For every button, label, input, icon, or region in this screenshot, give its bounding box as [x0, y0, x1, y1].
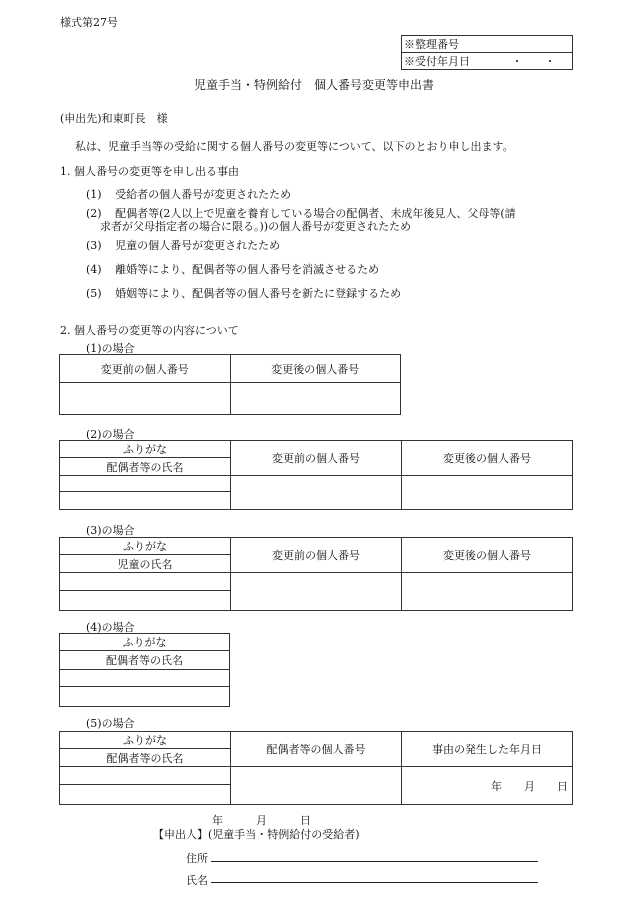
after-number-header: 変更後の個人番号	[402, 441, 573, 476]
reason-number: (2)	[86, 207, 102, 220]
name-header: 配偶者等の氏名	[60, 651, 230, 670]
before-number-header: 変更前の個人番号	[231, 441, 402, 476]
furigana-header: ふりがな	[60, 441, 231, 458]
before-number-input[interactable]	[231, 573, 402, 611]
reason-item-4	[86, 261, 379, 277]
after-number-input[interactable]	[402, 573, 573, 611]
event-date-input[interactable]	[402, 767, 573, 805]
case4-table	[59, 633, 230, 707]
reference-number-label: ※整理番号	[402, 36, 573, 53]
reason-number: (5)	[86, 287, 102, 300]
furigana-input[interactable]	[60, 670, 230, 687]
received-date-field[interactable]	[402, 53, 573, 70]
application-date[interactable]: 年 月 日	[212, 814, 311, 827]
case3-label: (3)の場合	[86, 524, 135, 537]
before-number-input[interactable]	[231, 476, 402, 510]
before-number-header: 変更前の個人番号	[231, 538, 402, 573]
address-label: 住所	[186, 852, 208, 865]
case5-table	[59, 731, 573, 805]
after-number-input[interactable]	[230, 383, 401, 415]
received-date-dots: ・ ・	[511, 55, 556, 68]
case2-table	[59, 440, 573, 510]
spouse-number-input[interactable]	[231, 767, 402, 805]
name-label: 氏名	[186, 874, 208, 887]
reason-number: (4)	[86, 263, 102, 276]
furigana-input[interactable]	[60, 767, 231, 785]
name-input[interactable]	[60, 591, 231, 611]
intro-text: 私は、児童手当等の受給に関する個人番号の変更等について、以下のとおり申し出ます。	[75, 140, 514, 153]
reason-item-2-continued: 求者が父母指定者の場合に限る。))の個人番号が変更されたため	[100, 220, 412, 233]
section1-heading: 1. 個人番号の変更等を申し出る事由	[60, 165, 239, 178]
reason-item-1	[86, 186, 291, 202]
received-date-label: ※受付年月日	[404, 55, 470, 68]
furigana-header: ふりがな	[60, 538, 231, 555]
reason-item-3	[86, 237, 280, 253]
furigana-input[interactable]	[60, 476, 231, 492]
name-input[interactable]	[60, 785, 231, 805]
reason-text: 婚姻等により、配偶者等の個人番号を新たに登録するため	[115, 287, 402, 300]
reason-text: 受給者の個人番号が変更されたため	[115, 188, 292, 201]
before-number-header: 変更前の個人番号	[60, 355, 231, 383]
name-header: 児童の氏名	[60, 555, 231, 573]
reason-item-5	[86, 285, 401, 301]
furigana-input[interactable]	[60, 573, 231, 591]
name-input[interactable]	[60, 492, 231, 510]
form-number: 様式第27号	[60, 16, 118, 29]
after-number-header: 変更後の個人番号	[402, 538, 573, 573]
event-date-header: 事由の発生した年月日	[402, 732, 573, 767]
section2-heading: 2. 個人番号の変更等の内容について	[60, 324, 239, 337]
after-number-header: 変更後の個人番号	[230, 355, 401, 383]
name-header: 配偶者等の氏名	[60, 749, 231, 767]
case5-label: (5)の場合	[86, 717, 135, 730]
name-header: 配偶者等の氏名	[60, 458, 231, 476]
reason-number: (1)	[86, 188, 102, 201]
case1-table	[59, 354, 401, 415]
reason-text: 離婚等により、配偶者等の個人番号を消滅させるため	[115, 263, 380, 276]
address-field[interactable]	[211, 861, 538, 862]
page-title: 児童手当・特例給付 個人番号変更等申出書	[194, 78, 435, 92]
reason-text: 児童の個人番号が変更されたため	[115, 239, 281, 252]
addressee: (申出先)和東町長 様	[60, 112, 168, 125]
case1-label: (1)の場合	[86, 342, 135, 355]
case2-label: (2)の場合	[86, 428, 135, 441]
furigana-header: ふりがな	[60, 732, 231, 749]
event-date-value: 年 月 日	[491, 779, 568, 793]
office-use-box	[401, 35, 573, 70]
before-number-input[interactable]	[60, 383, 231, 415]
name-field[interactable]	[211, 882, 538, 883]
reason-number: (3)	[86, 239, 102, 252]
applicant-heading: 【申出人】(児童手当・特例給付の受給者)	[153, 828, 360, 841]
reason-text: 配偶者等(2人以上で児童を養育している場合の配偶者、未成年後見人、父母等(請	[115, 207, 516, 220]
after-number-input[interactable]	[402, 476, 573, 510]
name-input[interactable]	[60, 687, 230, 707]
case3-table	[59, 537, 573, 611]
case4-label: (4)の場合	[86, 621, 135, 634]
spouse-number-header: 配偶者等の個人番号	[231, 732, 402, 767]
furigana-header: ふりがな	[60, 634, 230, 651]
